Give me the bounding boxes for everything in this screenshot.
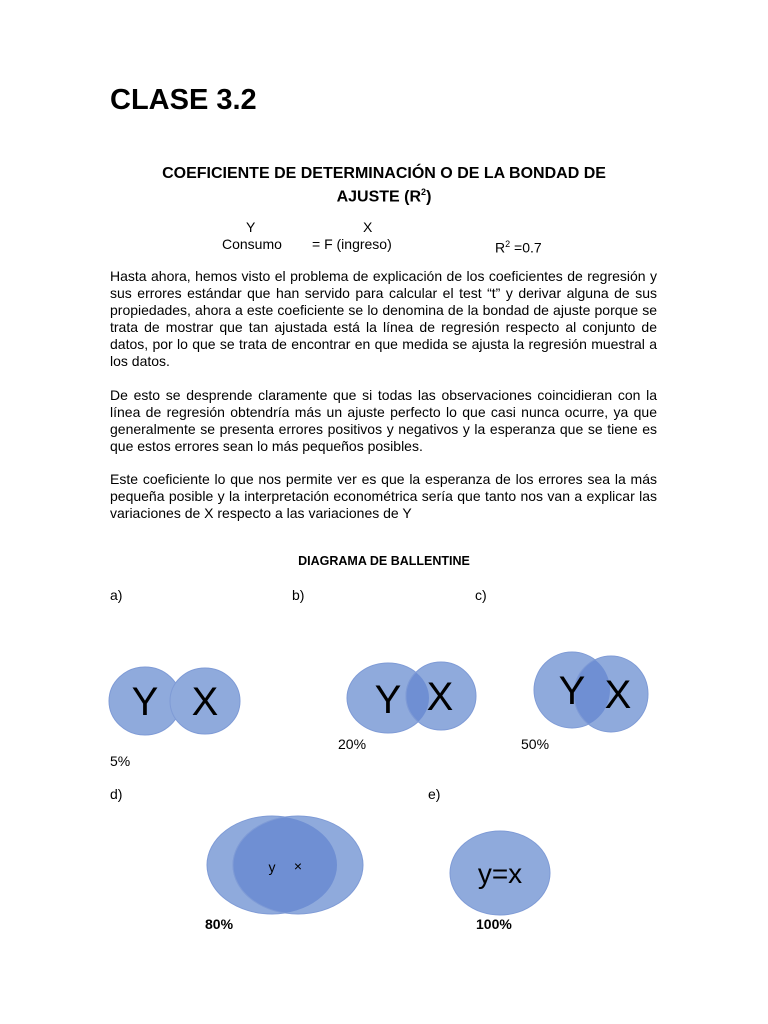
r2-base: R <box>495 239 506 256</box>
circle-x-label: × <box>293 858 303 874</box>
venn-e <box>450 831 550 915</box>
circle-x-label: X <box>426 675 454 719</box>
panel-a-label: a) <box>110 587 123 603</box>
circle-y-label: Y <box>131 680 159 724</box>
venn-d <box>207 816 363 914</box>
panel-d-label: d) <box>110 786 123 802</box>
paragraph-3: Este coeficiente lo que nos permite ver es que la esperanza de los errores sea la más pequeña posible y la interpretación econométrica sería que tanto nos van a explicar las variaciones de X respecto a las variaciones de Y <box>110 471 657 521</box>
panel-a-percent: 5% <box>110 753 131 769</box>
equation-function: = F (ingreso) <box>312 236 392 252</box>
heading-superscript: 2 <box>421 187 427 197</box>
r2-superscript: 2 <box>505 239 511 249</box>
paragraph-1: Hasta ahora, hemos visto el problema de explicación de los coeficientes de regresión y sus errores estándar que han servido para calcular el test “t” y derivar alguna de sus propiedades, ahora a este coeficiente se lo denomina de la bondad de ajuste porque se trata de mostrar que tan ajustada está la línea de regresión respecto al conjunto de datos, por lo que se trata de encontrar en que medida se ajusta la regresión muestral a los datos. <box>110 268 657 369</box>
page-title: CLASE 3.2 <box>110 84 257 116</box>
circle-x-label: X <box>604 673 632 717</box>
venn-a <box>109 667 240 735</box>
panel-b-percent: 20% <box>338 736 367 752</box>
equation-y: Y <box>246 219 256 235</box>
panel-e-label: e) <box>428 786 441 802</box>
paragraph-2: De esto se desprende claramente que si todas las observaciones coincidieran con la línea de regresión obtendría más un ajuste perfecto lo que casi nunca ocurre, ya que generalmente se presenta errores positivos y negativos y la esperanza que se tiene es que estos errores sean lo más pequeños posibles. <box>110 387 657 454</box>
equation-x: X <box>363 219 373 235</box>
venn-b <box>347 662 476 733</box>
heading-line-1: COEFICIENTE DE DETERMINACIÓN O DE LA BONDAD DE <box>162 165 606 182</box>
panel-d-percent: 80% <box>205 916 234 932</box>
heading-text: AJUSTE (R <box>336 188 422 206</box>
panel-c-percent: 50% <box>521 736 550 752</box>
circle-yx-label: y=x <box>477 858 523 889</box>
r2-value: =0.7 <box>510 239 542 256</box>
circle-y-label: Y <box>374 678 402 722</box>
equation-consumo: Consumo <box>222 236 282 252</box>
circle-y-label: Y <box>558 669 586 713</box>
panel-c-label: c) <box>475 587 487 603</box>
venn-c <box>534 652 648 732</box>
heading-close: ) <box>426 188 432 206</box>
panel-b-label: b) <box>292 587 305 603</box>
panel-e-percent: 100% <box>476 916 512 932</box>
diagram-title: DIAGRAMA DE BALLENTINE <box>298 554 470 568</box>
circle-y-label: y <box>268 859 276 875</box>
circle-x-label: X <box>191 680 219 724</box>
